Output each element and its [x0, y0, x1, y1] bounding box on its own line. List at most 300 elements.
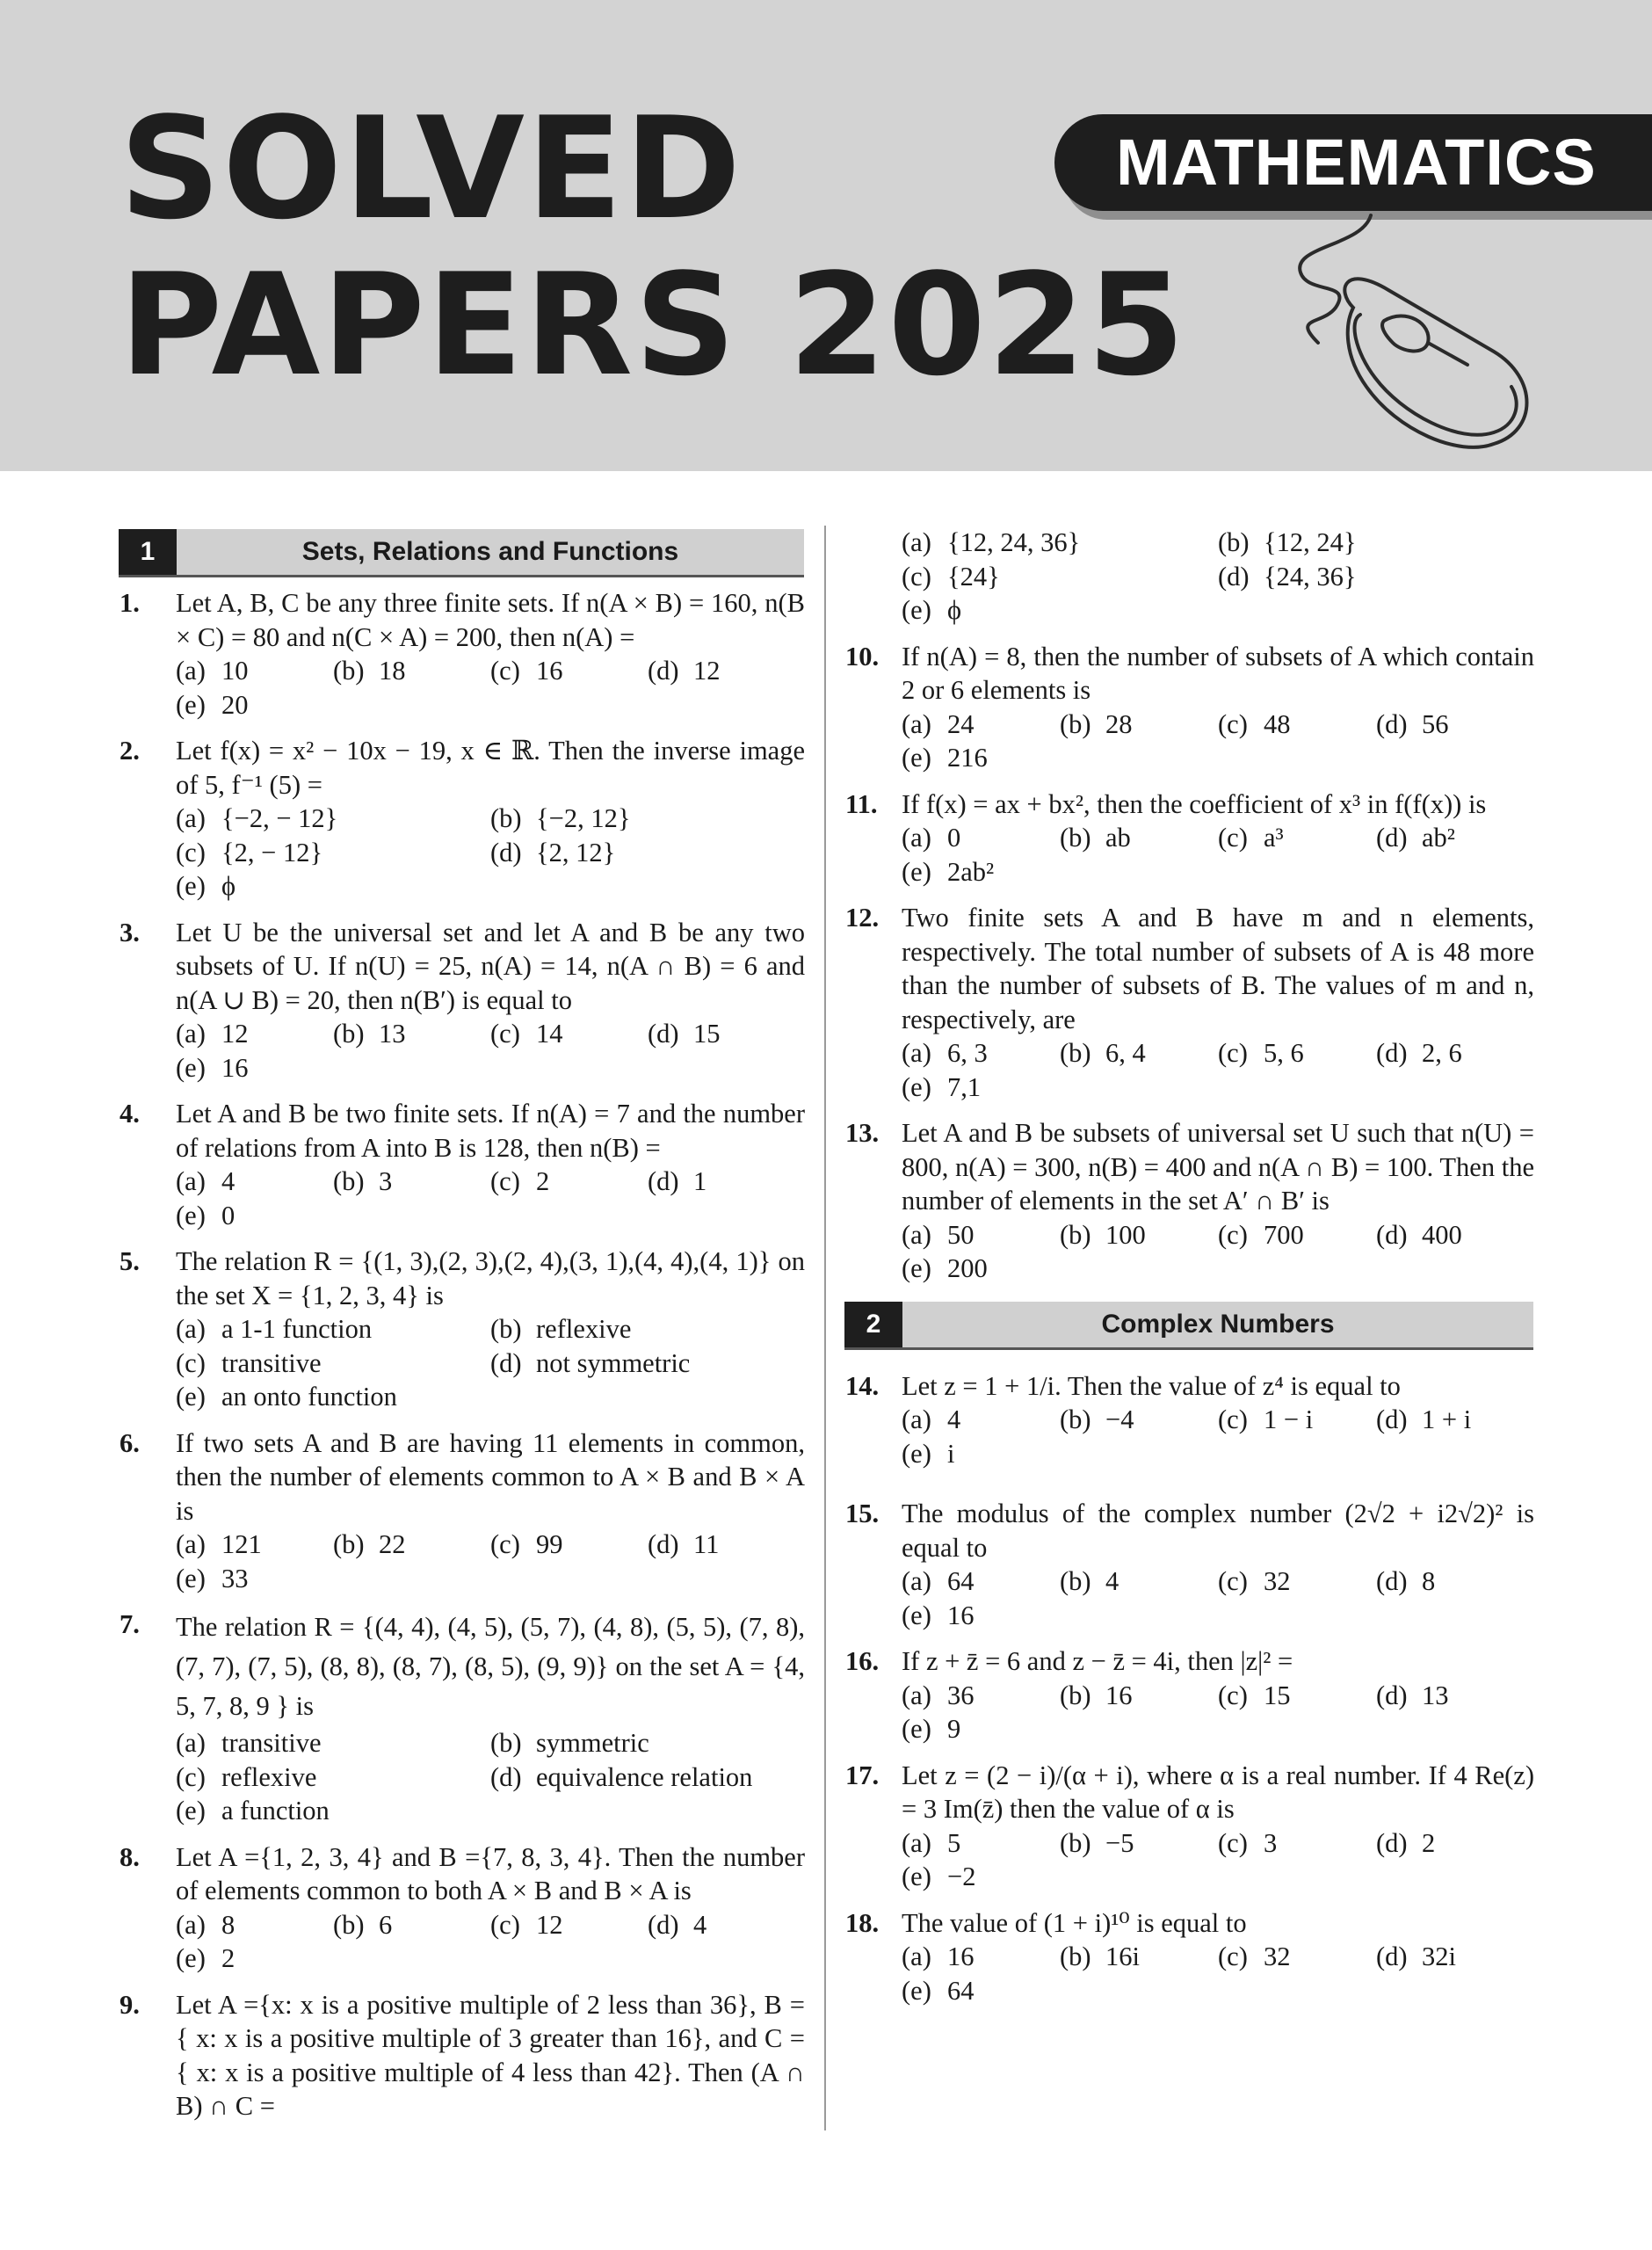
- option-item: [490, 1346, 805, 1381]
- option-item: [176, 1380, 490, 1414]
- option-item: [648, 654, 805, 688]
- option-label: (d): [1218, 561, 1250, 592]
- question-text: Let U be the universal set and let A and B be any two subsets of U. If n(U) = 25, n(A) = 14, n(A ∩ B) = 6 and n(A ∪ B) = 20, then n(B′) is equal to: [176, 917, 805, 1015]
- question-number: 7.: [120, 1609, 140, 1639]
- option-label: (a): [902, 1404, 931, 1434]
- question-text: If n(A) = 8, then the number of subsets of A which contain 2 or 6 elements is: [902, 641, 1534, 705]
- option-item: [1218, 560, 1534, 594]
- question-16: [845, 1644, 1534, 1746]
- option-text: symmetric: [536, 1728, 649, 1758]
- option-label: (d): [1376, 1038, 1408, 1068]
- option-text: 5: [947, 1827, 961, 1858]
- option-label: (b): [490, 803, 522, 833]
- question-7: [120, 1608, 805, 1828]
- option-item: [902, 1826, 1060, 1861]
- option-label: (e): [176, 1052, 206, 1083]
- option-label: (b): [333, 656, 365, 686]
- option-text: 4: [1105, 1566, 1119, 1596]
- computer-mouse-icon: [1204, 211, 1555, 457]
- options: [176, 1528, 805, 1595]
- option-item: [1376, 1826, 1534, 1861]
- section-number: 2: [844, 1302, 902, 1347]
- question-text: Let A ={1, 2, 3, 4} and B ={7, 8, 3, 4}. Then the number of elements common to both A × B and B × A is: [176, 1841, 805, 1905]
- option-text: 100: [1105, 1219, 1146, 1250]
- question-text: Let z = (2 − i)/(α + i), where α is a real number. If 4 Re(z) = 3 Im(z̄) then the value of α is: [902, 1760, 1534, 1824]
- question-number: 3.: [120, 917, 140, 947]
- option-item: [902, 1437, 1060, 1471]
- option-item: [176, 1562, 333, 1596]
- option-item: [176, 1312, 490, 1346]
- option-text: 4: [947, 1404, 961, 1434]
- options: [902, 1403, 1534, 1470]
- option-label: (e): [176, 689, 206, 720]
- option-text: 16: [947, 1600, 975, 1630]
- question-11: [845, 788, 1534, 889]
- option-text: ab: [1105, 823, 1131, 853]
- question-text: Two finite sets A and B have m and n elements, respectively. The total number of subsets of A is 48 more than the number of subsets of B. The values of m and n, respectively, are: [902, 903, 1534, 1034]
- option-item: [490, 1528, 648, 1562]
- option-item: [176, 1165, 333, 1199]
- option-text: ab²: [1422, 823, 1455, 853]
- option-text: 12: [693, 656, 721, 686]
- question-2: [120, 734, 805, 904]
- option-label: (c): [1218, 1038, 1248, 1068]
- option-item: [902, 821, 1060, 855]
- option-item: [1218, 1826, 1376, 1861]
- options: [902, 1218, 1534, 1286]
- option-item: [1060, 1826, 1218, 1861]
- option-item: [490, 1908, 648, 1942]
- option-text: 1: [693, 1166, 707, 1196]
- option-item: [1060, 1564, 1218, 1599]
- question-text: Let A and B be subsets of universal set U such that n(U) = 800, n(A) = 300, n(B) = 400 and n(A ∩ B) = 100. Then the number of elements in the set A′ ∩ B′ is: [902, 1118, 1534, 1216]
- option-label: (a): [902, 1827, 931, 1858]
- option-item: [176, 1051, 333, 1085]
- option-label: (a): [176, 1529, 206, 1559]
- option-text: 0: [221, 1200, 235, 1230]
- question-text: The modulus of the complex number (2√2 + i2√2)² is equal to: [902, 1499, 1534, 1563]
- option-item: [176, 688, 333, 722]
- option-item: [902, 593, 1218, 628]
- option-item: [1376, 1564, 1534, 1599]
- option-label: (d): [1376, 1566, 1408, 1596]
- option-item: [333, 1528, 490, 1562]
- question-1: [120, 586, 805, 722]
- option-label: (b): [490, 1728, 522, 1758]
- question-3: [120, 916, 805, 1085]
- option-label: (c): [490, 1019, 520, 1049]
- option-label: (c): [490, 1166, 520, 1196]
- option-item: [1060, 1679, 1218, 1713]
- option-item: [176, 1017, 333, 1051]
- option-text: 32i: [1422, 1942, 1456, 1971]
- question-9-options: [902, 526, 1534, 628]
- option-label: (e): [902, 1071, 931, 1102]
- option-label: (c): [490, 1909, 520, 1940]
- question-10: [845, 640, 1534, 775]
- option-text: 20: [221, 689, 249, 720]
- options: [902, 1036, 1534, 1104]
- option-item: [176, 1942, 333, 1976]
- option-label: (a): [902, 1038, 931, 1068]
- option-item: [1376, 821, 1534, 855]
- option-label: (c): [1218, 1942, 1248, 1971]
- option-item: [176, 1760, 490, 1795]
- question-13: [845, 1116, 1534, 1286]
- option-label: (b): [1060, 1680, 1091, 1710]
- option-text: 16i: [1105, 1942, 1140, 1971]
- question-17: [845, 1759, 1534, 1894]
- option-text: 32: [1264, 1566, 1291, 1596]
- question-text: The relation R = {(1, 3),(2, 3),(2, 4),(3, 1),(4, 4),(4, 1)} on the set X = {1, 2, 3, 4} is: [176, 1246, 805, 1310]
- option-label: (d): [648, 1529, 679, 1559]
- options: [176, 1726, 805, 1828]
- option-item: [490, 1017, 648, 1051]
- question-number: 9.: [120, 1989, 140, 2020]
- option-text: 16: [947, 1942, 975, 1971]
- option-label: (d): [1376, 708, 1408, 739]
- option-text: 12: [536, 1909, 563, 1940]
- option-item: [1218, 1679, 1376, 1713]
- option-item: [1060, 1940, 1218, 1974]
- option-item: [902, 1036, 1060, 1071]
- option-label: (c): [1218, 1219, 1248, 1250]
- option-label: (d): [648, 1909, 679, 1940]
- option-label: (d): [490, 1761, 522, 1792]
- option-text: a 1-1 function: [221, 1314, 373, 1344]
- option-label: (a): [176, 1019, 206, 1049]
- option-label: (c): [1218, 1404, 1248, 1434]
- option-text: 12: [221, 1019, 249, 1049]
- option-item: [902, 1564, 1060, 1599]
- option-item: [1218, 1940, 1376, 1974]
- option-label: (b): [1060, 1827, 1091, 1858]
- option-text: {12, 24, 36}: [947, 527, 1081, 557]
- option-label: (e): [902, 1253, 931, 1283]
- option-text: {2, 12}: [536, 837, 616, 867]
- option-text: 2: [221, 1943, 235, 1973]
- option-item: [490, 1312, 805, 1346]
- option-item: [490, 1726, 805, 1760]
- option-text: 50: [947, 1219, 975, 1250]
- option-text: {−2, − 12}: [221, 803, 338, 833]
- option-text: 7,1: [947, 1071, 982, 1102]
- option-text: 13: [379, 1019, 406, 1049]
- option-text: 1 + i: [1422, 1404, 1472, 1434]
- option-label: (a): [902, 1680, 931, 1710]
- option-label: (e): [176, 1382, 206, 1412]
- option-label: (b): [1060, 1942, 1091, 1971]
- question-number: 16.: [845, 1646, 880, 1676]
- option-text: 13: [1422, 1680, 1449, 1710]
- option-label: (a): [176, 803, 206, 833]
- option-label: (b): [1060, 1404, 1091, 1434]
- question-number: 12.: [845, 903, 880, 933]
- option-label: (b): [1218, 527, 1250, 557]
- option-item: [333, 1017, 490, 1051]
- option-item: [176, 1528, 333, 1562]
- options: [902, 821, 1534, 889]
- option-text: 64: [947, 1975, 975, 2006]
- option-label: (b): [1060, 1219, 1091, 1250]
- options: [902, 526, 1534, 628]
- option-text: reflexive: [536, 1314, 632, 1344]
- option-text: 0: [947, 823, 961, 853]
- question-text: Let A and B be two finite sets. If n(A) = 7 and the number of relations from A into B is 128, then n(B) =: [176, 1099, 805, 1163]
- option-item: [176, 654, 333, 688]
- option-item: [1218, 1564, 1376, 1599]
- option-label: (c): [1218, 823, 1248, 853]
- option-label: (a): [176, 1166, 206, 1196]
- option-text: {24, 36}: [1264, 561, 1357, 592]
- option-item: [902, 1712, 1060, 1746]
- option-text: 28: [1105, 708, 1133, 739]
- option-text: 8: [1422, 1566, 1436, 1596]
- option-label: (c): [490, 1529, 520, 1559]
- option-text: 3: [1264, 1827, 1278, 1858]
- option-item: [1060, 1036, 1218, 1071]
- option-label: (e): [176, 871, 206, 901]
- option-text: 10: [221, 656, 249, 686]
- option-item: [902, 526, 1218, 560]
- option-text: 4: [221, 1166, 235, 1196]
- option-label: (e): [902, 595, 931, 625]
- question-number: 6.: [120, 1427, 140, 1458]
- option-item: [1376, 1403, 1534, 1437]
- option-text: 1 − i: [1264, 1404, 1314, 1434]
- question-number: 13.: [845, 1118, 880, 1148]
- option-label: (d): [1376, 1680, 1408, 1710]
- question-text: Let z = 1 + 1/i. Then the value of z⁴ is equal to: [902, 1370, 1401, 1401]
- option-label: (b): [1060, 1038, 1091, 1068]
- section-title: Sets, Relations and Functions: [301, 537, 679, 566]
- option-text: 14: [536, 1019, 563, 1049]
- option-item: [1060, 708, 1218, 742]
- option-text: {2, − 12}: [221, 837, 323, 867]
- question-number: 5.: [120, 1246, 140, 1276]
- option-label: (d): [1376, 1219, 1408, 1250]
- option-label: (b): [333, 1019, 365, 1049]
- section-title: Complex Numbers: [1101, 1309, 1335, 1339]
- option-item: [1218, 1403, 1376, 1437]
- section-header-sets: [119, 529, 804, 577]
- question-number: 4.: [120, 1099, 140, 1129]
- option-label: (b): [333, 1166, 365, 1196]
- question-4: [120, 1097, 805, 1232]
- question-5: [120, 1245, 805, 1414]
- option-label: (a): [176, 1728, 206, 1758]
- option-item: [333, 1908, 490, 1942]
- option-text: 6, 3: [947, 1038, 988, 1068]
- question-9: [120, 1988, 805, 2123]
- option-item: [490, 836, 805, 870]
- question-12: [845, 901, 1534, 1104]
- option-item: [1060, 1218, 1218, 1252]
- question-text: If z + z̄ = 6 and z − z̄ = 4i, then |z|² =: [902, 1646, 1293, 1676]
- question-8: [120, 1840, 805, 1976]
- option-label: (d): [1376, 1827, 1408, 1858]
- option-item: [902, 1679, 1060, 1713]
- option-item: [902, 741, 1060, 775]
- options: [902, 1564, 1534, 1632]
- option-text: −2: [947, 1862, 976, 1891]
- question-15: [845, 1497, 1534, 1632]
- question-number: 17.: [845, 1760, 880, 1790]
- question-number: 10.: [845, 641, 880, 671]
- option-text: 48: [1264, 708, 1291, 739]
- option-text: 2ab²: [947, 856, 995, 887]
- option-label: (d): [1376, 823, 1408, 853]
- question-text: If two sets A and B are having 11 elements in common, then the number of elements common to A × B and B × A is: [176, 1427, 805, 1526]
- option-label: (e): [902, 1975, 931, 2006]
- option-text: 16: [1105, 1680, 1133, 1710]
- option-text: 64: [947, 1566, 975, 1596]
- option-item: [176, 1726, 490, 1760]
- left-column: [120, 526, 805, 2136]
- option-label: (c): [176, 837, 206, 867]
- option-text: 200: [947, 1253, 988, 1283]
- option-label: (a): [902, 708, 931, 739]
- option-text: i: [947, 1438, 955, 1469]
- option-text: 3: [379, 1166, 393, 1196]
- option-label: (d): [648, 656, 679, 686]
- option-label: (b): [333, 1529, 365, 1559]
- option-item: [1376, 1036, 1534, 1071]
- option-label: (e): [902, 1862, 931, 1891]
- option-text: 33: [221, 1563, 249, 1593]
- option-item: [1218, 1036, 1376, 1071]
- option-item: [648, 1908, 805, 1942]
- option-item: [333, 654, 490, 688]
- option-item: [1218, 526, 1534, 560]
- option-text: transitive: [221, 1728, 322, 1758]
- option-text: 216: [947, 743, 988, 773]
- option-text: a³: [1264, 823, 1284, 853]
- options: [176, 1017, 805, 1085]
- question-18: [845, 1906, 1534, 2008]
- options: [902, 1940, 1534, 2007]
- option-item: [490, 1165, 648, 1199]
- option-text: 121: [221, 1529, 262, 1559]
- options: [902, 1826, 1534, 1894]
- option-text: 6, 4: [1105, 1038, 1146, 1068]
- option-text: reflexive: [221, 1761, 317, 1792]
- option-text: 16: [221, 1052, 249, 1083]
- option-label: (c): [1218, 1566, 1248, 1596]
- right-column: [845, 526, 1534, 2020]
- option-item: [490, 802, 805, 836]
- option-text: 15: [693, 1019, 721, 1049]
- option-label: (e): [176, 1200, 206, 1230]
- option-label: (a): [176, 1314, 206, 1344]
- subject-tab: MATHEMATICS: [1054, 114, 1652, 211]
- option-item: [648, 1165, 805, 1199]
- option-label: (c): [1218, 708, 1248, 739]
- option-item: [333, 1165, 490, 1199]
- option-text: 22: [379, 1529, 406, 1559]
- option-text: 9: [947, 1714, 961, 1744]
- question-6: [120, 1426, 805, 1596]
- option-text: 99: [536, 1529, 563, 1559]
- option-item: [902, 855, 1060, 889]
- option-item: [902, 1599, 1060, 1633]
- options: [176, 1908, 805, 1976]
- question-number: 1.: [120, 588, 140, 618]
- option-label: (c): [176, 1761, 206, 1792]
- option-text: 36: [947, 1680, 975, 1710]
- option-item: [1218, 708, 1376, 742]
- option-item: [648, 1528, 805, 1562]
- option-text: −4: [1105, 1404, 1134, 1434]
- option-item: [902, 1940, 1060, 1974]
- option-label: (c): [1218, 1680, 1248, 1710]
- option-text: ϕ: [221, 871, 236, 901]
- option-item: [1376, 1218, 1534, 1252]
- options: [176, 1165, 805, 1232]
- option-text: 8: [221, 1909, 235, 1940]
- option-text: 700: [1264, 1219, 1304, 1250]
- option-text: 400: [1422, 1219, 1462, 1250]
- option-label: (b): [333, 1909, 365, 1940]
- option-text: 2: [1422, 1827, 1436, 1858]
- option-label: (a): [902, 1942, 931, 1971]
- option-label: (d): [1376, 1404, 1408, 1434]
- option-label: (c): [176, 1347, 206, 1378]
- option-label: (e): [902, 1714, 931, 1744]
- option-text: 2: [536, 1166, 550, 1196]
- question-number: 8.: [120, 1841, 140, 1872]
- option-label: (d): [490, 837, 522, 867]
- option-label: (a): [902, 1219, 931, 1250]
- option-text: 32: [1264, 1942, 1291, 1971]
- option-item: [176, 836, 490, 870]
- question-number: 15.: [845, 1499, 880, 1528]
- option-label: (a): [902, 823, 931, 853]
- option-text: 24: [947, 708, 975, 739]
- options: [176, 802, 805, 904]
- option-label: (c): [902, 561, 931, 592]
- option-label: (b): [1060, 708, 1091, 739]
- option-item: [176, 1199, 333, 1233]
- option-text: 5, 6: [1264, 1038, 1304, 1068]
- option-item: [902, 1860, 1060, 1894]
- option-text: 18: [379, 656, 406, 686]
- option-item: [902, 1403, 1060, 1437]
- option-item: [902, 708, 1060, 742]
- option-label: (e): [902, 1600, 931, 1630]
- question-number: 14.: [845, 1370, 880, 1401]
- option-label: (e): [176, 1796, 206, 1825]
- option-label: (b): [490, 1314, 522, 1344]
- option-label: (a): [176, 1909, 206, 1940]
- section-number: 1: [119, 529, 177, 575]
- option-label: (e): [176, 1943, 206, 1973]
- option-text: ϕ: [947, 595, 962, 625]
- option-text: 2, 6: [1422, 1038, 1462, 1068]
- option-item: [902, 1218, 1060, 1252]
- option-text: 15: [1264, 1680, 1291, 1710]
- option-label: (d): [490, 1347, 522, 1378]
- question-text: Let f(x) = x² − 10x − 19, x ∈ ℝ. Then the inverse image of 5, f⁻¹ (5) =: [176, 736, 805, 800]
- option-text: 4: [693, 1909, 707, 1940]
- question-text: Let A ={x: x is a positive multiple of 2 less than 36}, B = { x: x is a positive multiple of 3 greater than 16}, and C = { x: x is a positive multiple of 4 less than 42}. Then (A ∩ B) ∩ C =: [176, 1989, 805, 2121]
- option-item: [902, 1252, 1060, 1286]
- option-item: [648, 1017, 805, 1051]
- option-label: (e): [176, 1563, 206, 1593]
- page-title-line2: PAPERS 2025: [120, 243, 1187, 407]
- option-item: [1218, 1218, 1376, 1252]
- option-item: [1218, 821, 1376, 855]
